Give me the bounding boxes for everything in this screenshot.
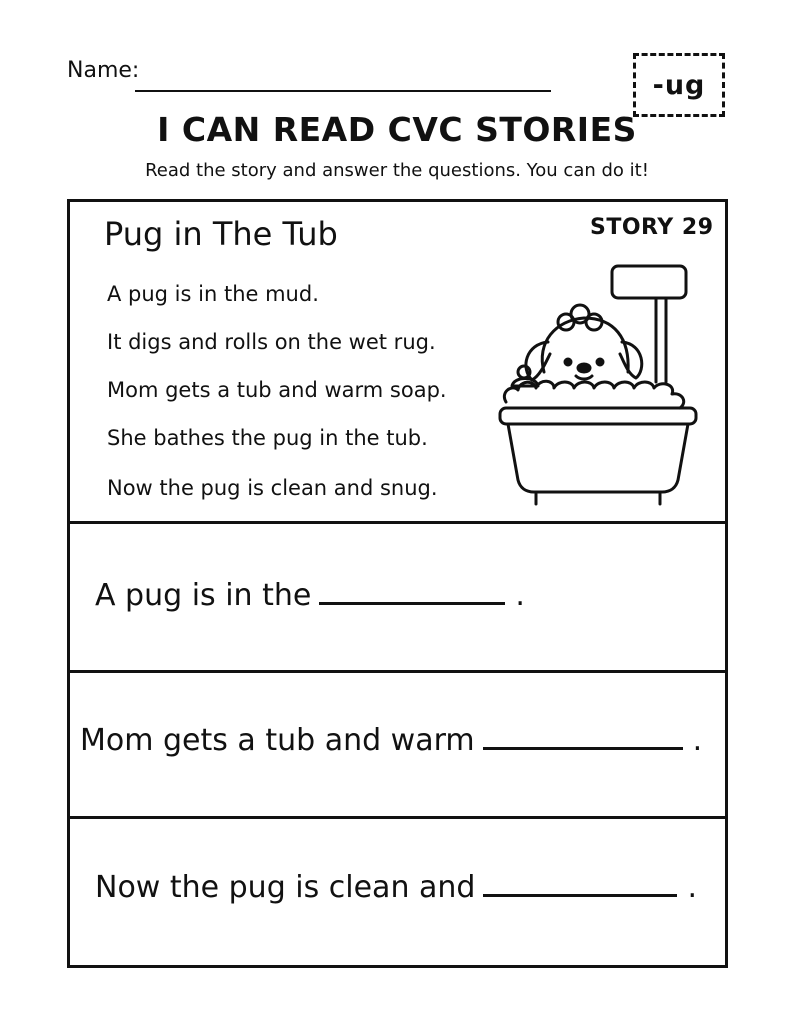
question-prompt: A pug is in the <box>95 578 312 613</box>
answer-blank[interactable] <box>483 747 683 750</box>
story-line: She bathes the pug in the tub. <box>107 426 428 450</box>
story-line: A pug is in the mud. <box>107 282 319 306</box>
instructions: Read the story and answer the questions. You can do it! <box>145 160 649 181</box>
name-input-line[interactable] <box>135 90 551 92</box>
divider <box>67 521 728 524</box>
divider <box>67 816 728 819</box>
question-prompt: Now the pug is clean and <box>95 870 476 905</box>
story-line: It digs and rolls on the wet rug. <box>107 330 436 354</box>
question-end: . <box>692 723 703 758</box>
story-title: Pug in The Tub <box>104 215 338 253</box>
word-family-box <box>633 53 725 117</box>
question-end: . <box>687 870 697 905</box>
question-2 <box>80 723 702 758</box>
word-family-text: -ug <box>652 69 706 101</box>
answer-blank[interactable] <box>483 894 677 897</box>
pug-in-bathtub-icon <box>496 262 714 512</box>
divider <box>67 670 728 673</box>
page-title: I CAN READ CVC STORIES <box>157 110 637 149</box>
question-end: . <box>515 578 525 613</box>
story-number: STORY 29 <box>590 215 714 240</box>
name-label: Name: <box>67 58 140 83</box>
question-prompt: Mom gets a tub and warm <box>80 723 475 758</box>
story-line: Now the pug is clean and snug. <box>107 476 438 500</box>
question-3 <box>95 870 697 905</box>
answer-blank[interactable] <box>319 602 505 605</box>
question-1 <box>95 578 525 613</box>
story-line: Mom gets a tub and warm soap. <box>107 378 447 402</box>
